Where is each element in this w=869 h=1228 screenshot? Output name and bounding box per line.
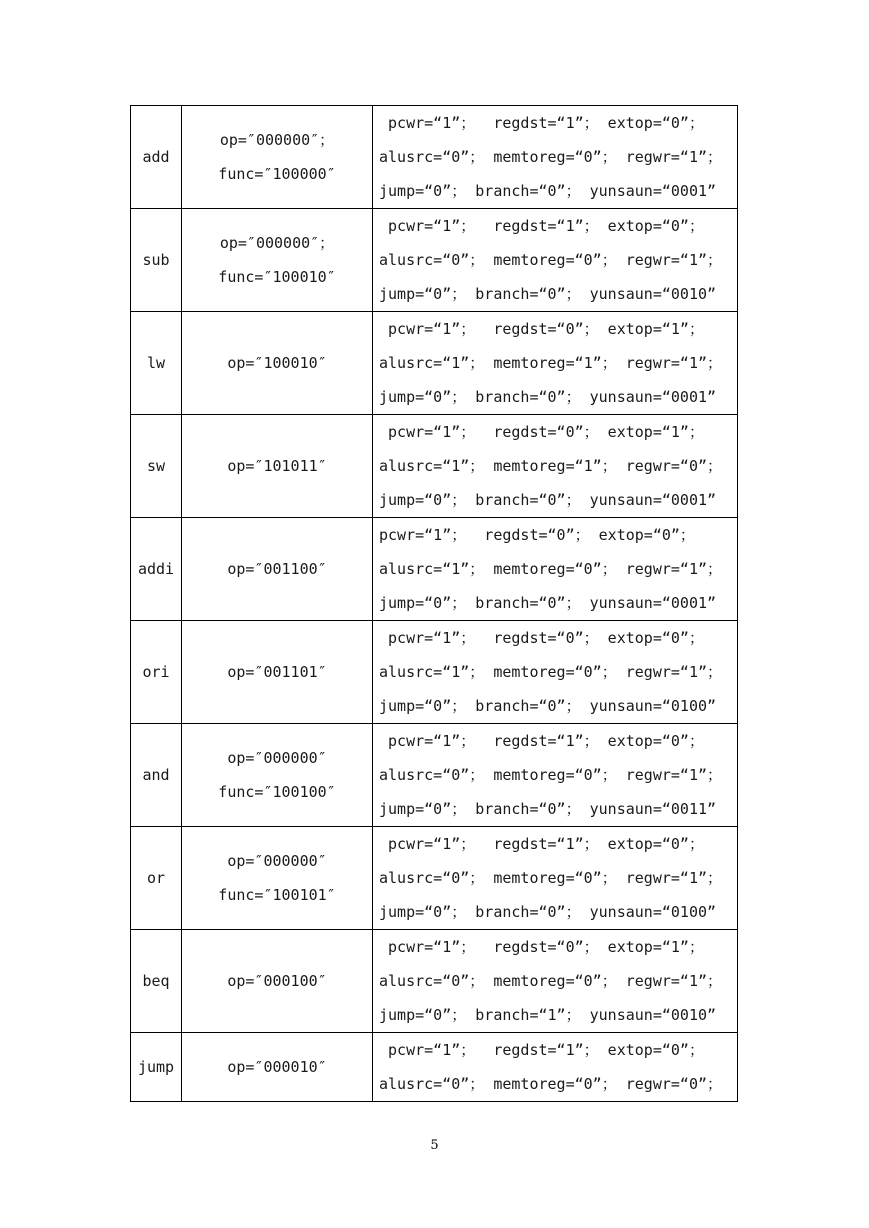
opcode-line: op=″000010″ — [227, 1058, 327, 1076]
control-signals-cell — [373, 827, 738, 930]
signal-line: alusrc=“0”； memtoreg=“0”； regwr=“1”； — [379, 972, 723, 990]
signal-line: pcwr=“1”； regdst=“1”； extop=“0”； — [379, 114, 704, 132]
table-row — [131, 621, 738, 724]
signal-line: jump=“0”； branch=“0”； yunsaun=“0001” — [379, 182, 717, 200]
signal-line: pcwr=“1”； regdst=“0”； extop=“1”； — [379, 938, 704, 956]
signal-line: pcwr=“1”； regdst=“0”； extop=“0”； — [379, 526, 695, 544]
table-body — [131, 106, 738, 1102]
opcode-line: func=″100000″ — [218, 165, 336, 183]
signal-line: alusrc=“1”； memtoreg=“1”； regwr=“0”； — [379, 457, 723, 475]
opcode-cell — [182, 209, 373, 312]
opcode-line: op=″101011″ — [227, 457, 327, 475]
opcode-line: op=″000000″ — [227, 749, 327, 767]
table-row — [131, 1033, 738, 1102]
signal-line: alusrc=“0”； memtoreg=“0”； regwr=“1”； — [379, 766, 723, 784]
opcode-line: func=″100101″ — [218, 886, 336, 904]
table-row — [131, 930, 738, 1033]
signal-line: jump=“0”； branch=“0”； yunsaun=“0010” — [379, 285, 717, 303]
opcode-cell — [182, 312, 373, 415]
control-signals-cell — [373, 209, 738, 312]
opcode-cell — [182, 621, 373, 724]
opcode-line: func=″100010″ — [218, 268, 336, 286]
opcode-line: op=″000100″ — [227, 972, 327, 990]
table-row — [131, 415, 738, 518]
signal-line: jump=“0”； branch=“1”； yunsaun=“0010” — [379, 1006, 717, 1024]
instruction-cell: and — [131, 724, 182, 827]
control-signals-cell — [373, 621, 738, 724]
signal-line: pcwr=“1”； regdst=“1”； extop=“0”； — [379, 217, 704, 235]
opcode-line: op=″000000″； — [219, 131, 335, 149]
signal-line: jump=“0”； branch=“0”； yunsaun=“0001” — [379, 491, 717, 509]
instruction-cell: beq — [131, 930, 182, 1033]
opcode-line: op=″001100″ — [227, 560, 327, 578]
instruction-cell: ori — [131, 621, 182, 724]
opcode-line: op=″100010″ — [227, 354, 327, 372]
instruction-cell: lw — [131, 312, 182, 415]
opcode-cell — [182, 106, 373, 209]
opcode-line: func=″100100″ — [218, 783, 336, 801]
table-row — [131, 106, 738, 209]
table-row — [131, 518, 738, 621]
instruction-cell: sub — [131, 209, 182, 312]
table-row — [131, 827, 738, 930]
signal-line: jump=“0”； branch=“0”； yunsaun=“0100” — [379, 697, 717, 715]
signal-line: jump=“0”； branch=“0”； yunsaun=“0001” — [379, 594, 717, 612]
instruction-cell: addi — [131, 518, 182, 621]
control-signal-table — [130, 105, 738, 1102]
opcode-cell — [182, 827, 373, 930]
opcode-cell — [182, 1033, 373, 1102]
opcode-line: op=″000000″ — [227, 852, 327, 870]
signal-line: alusrc=“0”； memtoreg=“0”； regwr=“0”； — [379, 1075, 723, 1093]
control-signals-cell — [373, 415, 738, 518]
instruction-cell: sw — [131, 415, 182, 518]
signal-line: alusrc=“0”； memtoreg=“0”； regwr=“1”； — [379, 869, 723, 887]
signal-line: alusrc=“1”； memtoreg=“0”； regwr=“1”； — [379, 560, 723, 578]
signal-line: jump=“0”； branch=“0”； yunsaun=“0100” — [379, 903, 717, 921]
signal-line: jump=“0”； branch=“0”； yunsaun=“0011” — [379, 800, 717, 818]
signal-line: alusrc=“0”； memtoreg=“0”； regwr=“1”； — [379, 251, 723, 269]
signal-line: jump=“0”； branch=“0”； yunsaun=“0001” — [379, 388, 717, 406]
signal-line: alusrc=“1”； memtoreg=“0”； regwr=“1”； — [379, 663, 723, 681]
signal-line: pcwr=“1”； regdst=“0”； extop=“1”； — [379, 423, 704, 441]
page-number: 5 — [430, 1138, 439, 1153]
signal-line: pcwr=“1”； regdst=“1”； extop=“0”； — [379, 835, 704, 853]
control-signals-cell — [373, 930, 738, 1033]
control-signals-cell — [373, 724, 738, 827]
opcode-line: op=″001101″ — [227, 663, 327, 681]
signal-line: pcwr=“1”； regdst=“0”； extop=“0”； — [379, 629, 704, 647]
signal-line: pcwr=“1”； regdst=“0”； extop=“1”； — [379, 320, 704, 338]
control-signals-cell — [373, 106, 738, 209]
instruction-cell: add — [131, 106, 182, 209]
opcode-line: op=″000000″； — [219, 234, 335, 252]
table-row — [131, 312, 738, 415]
control-signals-cell — [373, 518, 738, 621]
signal-line: pcwr=“1”； regdst=“1”； extop=“0”； — [379, 1041, 704, 1059]
signal-line: pcwr=“1”； regdst=“1”； extop=“0”； — [379, 732, 704, 750]
opcode-cell — [182, 415, 373, 518]
table-row — [131, 724, 738, 827]
signal-line: alusrc=“1”； memtoreg=“1”； regwr=“1”； — [379, 354, 723, 372]
instruction-cell: jump — [131, 1033, 182, 1102]
table-row — [131, 209, 738, 312]
opcode-cell — [182, 930, 373, 1033]
instruction-cell: or — [131, 827, 182, 930]
opcode-cell — [182, 724, 373, 827]
signal-line: alusrc=“0”； memtoreg=“0”； regwr=“1”； — [379, 148, 723, 166]
control-signals-cell — [373, 1033, 738, 1102]
control-signals-cell — [373, 312, 738, 415]
opcode-cell — [182, 518, 373, 621]
